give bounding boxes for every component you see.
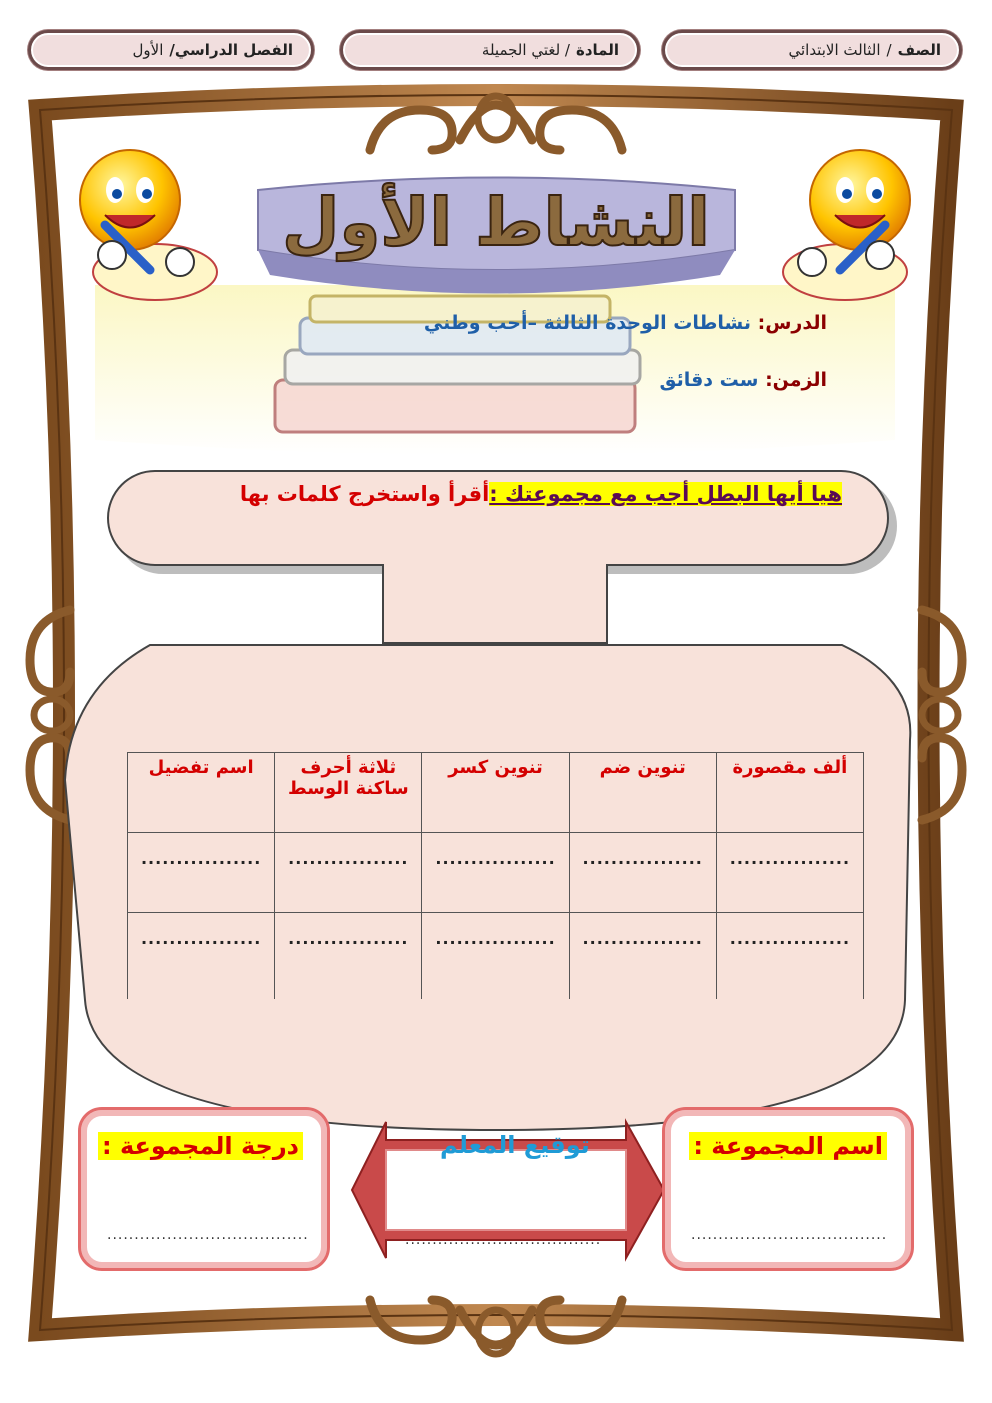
table-header-cell: ألف مقصورة	[716, 753, 863, 833]
answer-cell[interactable]: .................	[569, 833, 716, 913]
group-grade-label: درجة المجموعة :	[98, 1132, 303, 1160]
grade-sep: /	[886, 41, 892, 59]
smiley-right-image	[783, 150, 910, 300]
group-name-field[interactable]: ....................................	[691, 1227, 888, 1243]
table-header-cell: ثلاثة أحرف ساكنة الوسط	[275, 753, 422, 833]
term-value: الأول	[132, 41, 164, 59]
answer-cell[interactable]: .................	[422, 833, 569, 913]
term-box	[28, 30, 314, 70]
lesson-value: نشاطات الوحدة الثالثة –أحب وطني	[423, 312, 751, 334]
table-header-cell: تنوين كسر	[422, 753, 569, 833]
group-name-card	[662, 1107, 914, 1271]
answer-cell[interactable]: .................	[569, 913, 716, 999]
time-line	[659, 369, 827, 391]
lesson-line	[424, 312, 827, 334]
answer-cell[interactable]: .................	[275, 913, 422, 999]
group-name-label: اسم المجموعة :	[689, 1132, 887, 1160]
term-label: الفصل الدراسي/	[169, 41, 293, 59]
answer-cell[interactable]: .................	[275, 833, 422, 913]
grade-box	[662, 30, 962, 70]
instruction-text	[240, 482, 842, 506]
teacher-signature-field[interactable]: ....................................	[405, 1232, 602, 1248]
activity-title: النشاط الأول	[282, 184, 710, 261]
time-value: ست دقائق	[659, 369, 759, 391]
table-header-cell: تنوين ضم	[569, 753, 716, 833]
lesson-label: الدرس:	[757, 312, 827, 334]
table-row	[128, 913, 864, 999]
time-label: الزمن:	[765, 369, 827, 391]
instruction-rest: أقرأ واستخرج كلمات بها	[239, 482, 490, 506]
group-grade-card	[78, 1107, 330, 1271]
instruction-highlight: هيا أيها البطل أجب مع مجموعتك :	[489, 482, 842, 506]
answer-cell[interactable]: .................	[422, 913, 569, 999]
answer-cell[interactable]: .................	[716, 833, 863, 913]
group-grade-field[interactable]: .....................................	[107, 1227, 309, 1243]
table-row	[128, 833, 864, 913]
table-header-cell: اسم تفضيل	[128, 753, 275, 833]
teacher-signature-label: توقيع المعلم	[440, 1131, 590, 1159]
smiley-left-image	[80, 150, 217, 300]
subject-box	[340, 30, 640, 70]
answer-cell[interactable]: .................	[716, 913, 863, 999]
table-header-row	[128, 753, 864, 833]
subject-value: / لغتي الجميلة	[481, 41, 570, 59]
grade-label: الصف	[897, 41, 941, 59]
banner-connector	[382, 564, 608, 644]
answer-cell[interactable]: .................	[128, 913, 275, 999]
subject-label: المادة	[575, 41, 619, 59]
answer-cell[interactable]: .................	[128, 833, 275, 913]
grade-value: الثالث الابتدائي	[788, 41, 881, 59]
answers-table	[127, 752, 864, 999]
